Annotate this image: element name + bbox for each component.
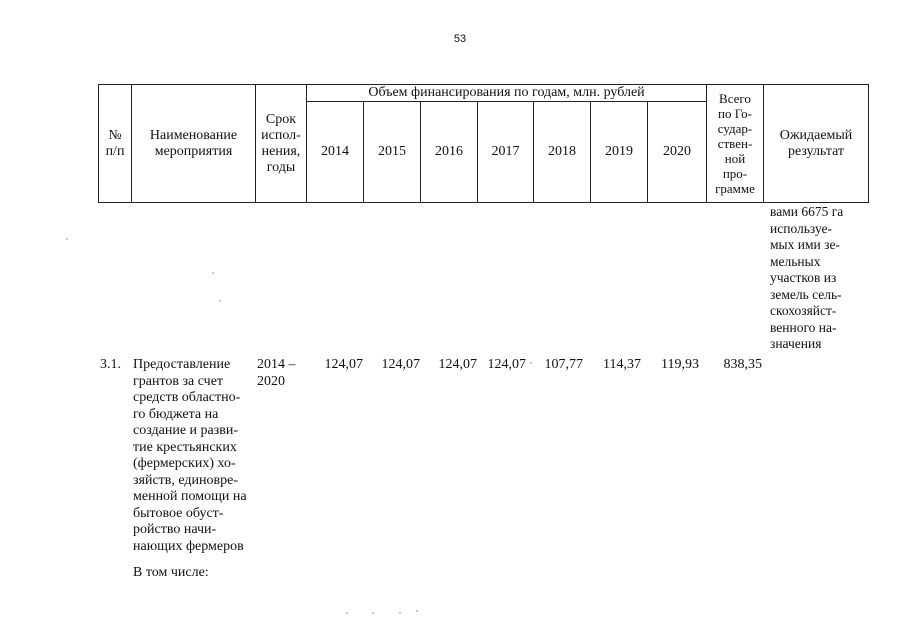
- scan-speck: [66, 238, 68, 240]
- header-total-label-line4: ствен-: [717, 136, 753, 151]
- header-year-2018: [533, 101, 591, 203]
- name-line: нающих фермеров: [133, 538, 244, 554]
- header-total-label-line3: судар-: [717, 121, 753, 136]
- header-funding-label: Объем финансирования по годам, млн. рублей: [368, 85, 645, 100]
- term-line: 2014 –: [257, 357, 296, 372]
- scan-speck: [416, 610, 418, 612]
- scan-speck: [346, 612, 348, 614]
- row-3-1-number: 3.1.: [100, 357, 121, 372]
- name-line: тие крестьянских: [133, 439, 237, 455]
- header-cell-total: [706, 84, 764, 203]
- header-year-label: 2014: [321, 144, 349, 159]
- name-line: грантов за счет: [133, 373, 224, 389]
- row-3-1-value-2018: 107,77: [544, 357, 583, 372]
- header-cell-number: [98, 84, 132, 203]
- name-line: го бюджета на: [133, 406, 219, 422]
- name-line: средств областно-: [133, 390, 241, 405]
- result-line: венного на-: [770, 319, 837, 335]
- header-year-label: 2017: [491, 144, 520, 159]
- result-line: мых ими зе-: [770, 237, 840, 252]
- name-line: ройство начи-: [133, 522, 217, 537]
- scan-speck: [372, 612, 374, 614]
- row-3-1-value-2014: 124,07: [324, 357, 363, 372]
- header-term-label-line4: годы: [266, 159, 296, 175]
- header-year-label: 2015: [378, 144, 406, 159]
- header-total-label-line7: грамме: [715, 181, 755, 196]
- header-term-label-line1: Срок: [265, 111, 297, 127]
- header-year-2019: [590, 101, 648, 203]
- scan-speck: [399, 612, 401, 614]
- header-year-label: 2016: [435, 144, 463, 159]
- result-line: земель сель-: [770, 286, 842, 302]
- row-3-1-value-2019: 114,37: [603, 357, 641, 372]
- row-3-1-value-2017: 124,07: [487, 357, 526, 372]
- result-line: значения: [770, 336, 822, 351]
- row-3-1-value-2016: 124,07: [438, 357, 477, 372]
- header-name-label-line1: Наименование: [149, 127, 238, 143]
- header-year-2014: [306, 101, 364, 203]
- scan-speck: [530, 362, 532, 364]
- header-total-label-line6: про-: [722, 166, 748, 181]
- header-cell-term: [255, 84, 307, 203]
- row-3-1-total: 838,35: [723, 357, 762, 372]
- header-term-label-line2: испол-: [261, 127, 301, 143]
- header-cell-name: [131, 84, 256, 203]
- header-year-2015: [363, 101, 421, 203]
- result-line: вами 6675 га: [770, 204, 844, 219]
- name-line: зяйств, единовре-: [133, 472, 239, 488]
- including-label: В том числе:: [133, 565, 209, 580]
- name-line: бытовое обуст-: [133, 505, 224, 521]
- result-line: скохозяйст-: [770, 303, 837, 318]
- term-line: 2020: [257, 373, 285, 389]
- header-year-label: 2019: [605, 144, 633, 159]
- result-line: мельных: [770, 253, 821, 269]
- page-number: 53: [453, 33, 467, 45]
- name-line: (фермерских) хо-: [133, 456, 236, 471]
- header-year-2017: [477, 101, 534, 203]
- header-total-label-line5: ной: [724, 151, 746, 166]
- header-cell-result: [763, 84, 869, 203]
- row-3-1-term: [257, 357, 305, 390]
- header-term-label-line3: нения,: [261, 143, 301, 159]
- header-total-label-line2: по Го-: [718, 106, 752, 121]
- row-3-1-value-2020: 119,93: [661, 357, 699, 372]
- header-result-label-line1: Ожидаемый: [779, 127, 853, 143]
- row-3-1-value-2015: 124,07: [381, 357, 420, 372]
- result-line: участков из: [770, 270, 837, 285]
- header-year-2020: [647, 101, 707, 203]
- scan-speck: [212, 272, 214, 274]
- name-line: менной помощи на: [133, 489, 247, 504]
- header-cell-funding: [306, 84, 707, 102]
- header-year-label: 2018: [548, 144, 576, 159]
- header-number-label-line1: №: [108, 127, 122, 143]
- header-name-label-line2: мероприятия: [154, 143, 233, 159]
- result-continuation: [770, 204, 866, 353]
- header-year-label: 2020: [663, 144, 691, 159]
- header-result-label-line2: результат: [787, 143, 845, 159]
- name-line: Предоставление: [133, 357, 231, 372]
- scan-speck: [219, 300, 221, 302]
- name-line: создание и разви-: [133, 423, 239, 438]
- result-line: используе-: [770, 220, 833, 236]
- row-3-1-name: [133, 357, 253, 555]
- header-total-label-line1: Всего: [719, 91, 751, 106]
- header-year-2016: [420, 101, 478, 203]
- header-number-label-line2: п/п: [105, 143, 125, 159]
